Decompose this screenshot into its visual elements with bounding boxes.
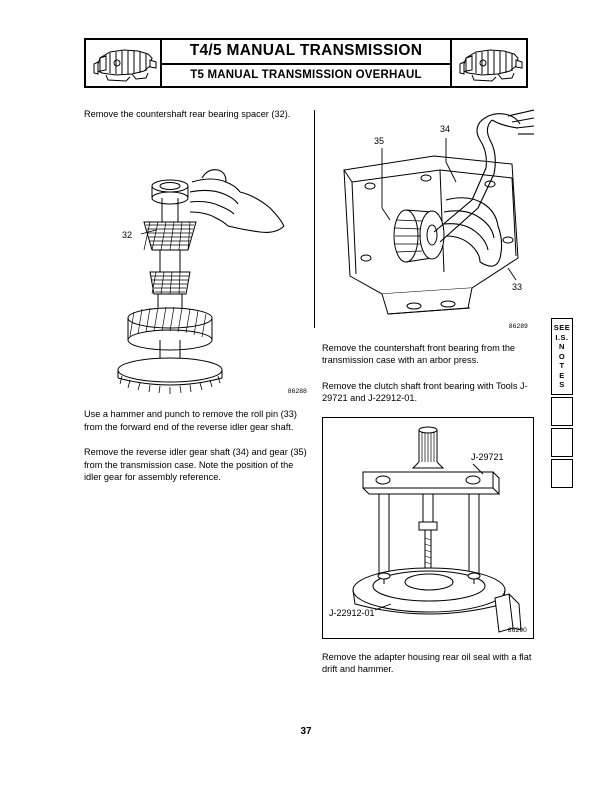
left-paragraph-3: Remove the reverse idler gear shaft (34) and gear (35) from the transmission case. Note the position of the idler gear for assembly reference.: [84, 447, 307, 483]
figure-reverse-idler-removal: [322, 108, 534, 338]
left-column: [84, 108, 309, 483]
right-paragraph-3: Remove the adapter housing rear oil seal with a flat drift and hammer.: [322, 651, 532, 675]
figure-1-drawing: [84, 126, 309, 394]
callout-35: 35: [374, 136, 385, 146]
see-tab-line-6: E: [559, 370, 565, 380]
side-tab-blank-1: [551, 397, 573, 426]
figure-countershaft-assembly: [84, 126, 309, 396]
callout-j-22912-01: J-22912-01: [329, 607, 375, 618]
see-tab-line-1: SEE: [553, 323, 571, 333]
callout-33: 33: [512, 282, 523, 292]
side-tab-blank-3: [551, 459, 573, 488]
see-tab-line-5: T: [559, 361, 565, 371]
transmission-gear-icon: [452, 40, 526, 86]
figure-2-drawing: [322, 108, 534, 336]
callout-34: 34: [440, 124, 451, 134]
figure-3-number: 86290: [507, 626, 527, 634]
callout-j-29721: J-29721: [471, 451, 504, 462]
see-tab-line-3: N: [559, 342, 565, 352]
right-paragraph-2: Remove the clutch shaft front bearing with Tools J-29721 and J-22912-01.: [322, 380, 528, 404]
figure-2-number: 86289: [508, 323, 528, 330]
callout-32: 32: [122, 230, 133, 241]
right-paragraph-1: Remove the countershaft front bearing from the transmission case with an arbor press.: [322, 343, 516, 366]
left-paragraph-1: Remove the countershaft rear bearing spacer (32).: [84, 109, 291, 119]
right-column: [322, 108, 534, 675]
transmission-gear-icon: [86, 40, 160, 86]
header-left-icon-box: [86, 40, 162, 86]
see-is-notes-tab: [551, 318, 573, 395]
figure-1-number: 86288: [287, 388, 307, 396]
column-divider: [314, 110, 315, 328]
figure-3-drawing: [323, 418, 533, 638]
page-header: [84, 38, 528, 88]
page-subtitle: T5 MANUAL TRANSMISSION OVERHAUL: [190, 69, 422, 82]
left-paragraph-2: Use a hammer and punch to remove the roll pin (33) from the forward end of the reverse idler gear shaft.: [84, 409, 297, 432]
page-title: T4/5 MANUAL TRANSMISSION: [162, 40, 450, 65]
page-number: 37: [300, 726, 312, 737]
side-tab-blank-2: [551, 428, 573, 457]
see-tab-line-4: O: [558, 351, 566, 361]
header-right-icon-box: [450, 40, 526, 86]
see-tab-line-7: S: [559, 380, 565, 390]
see-tab-line-2: I.S.: [555, 332, 569, 342]
header-text-block: [162, 40, 450, 86]
figure-clutch-shaft-bearing-puller: [322, 417, 534, 639]
